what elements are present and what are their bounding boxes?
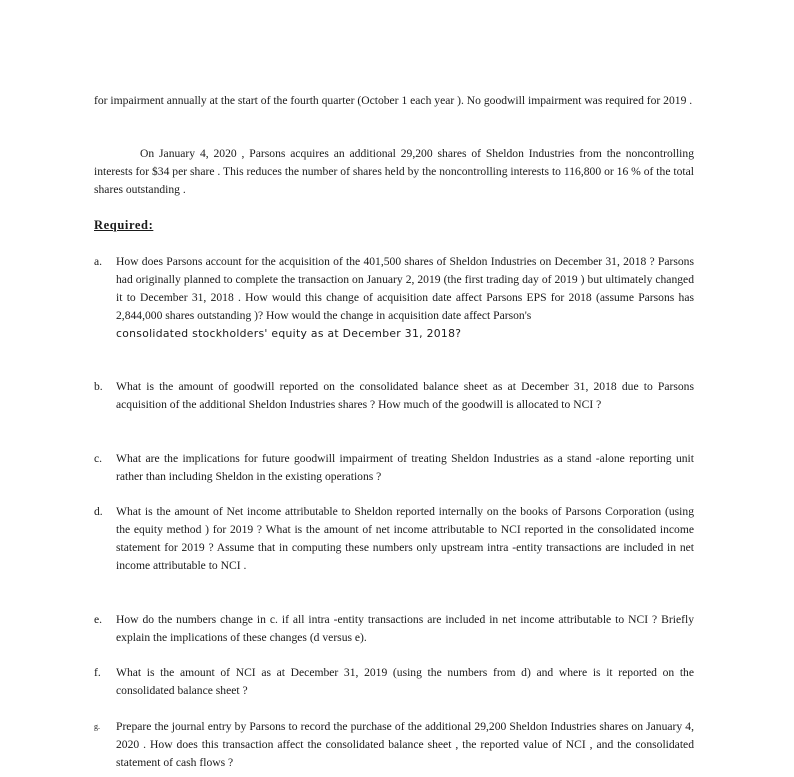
required-heading: Required: (94, 218, 154, 232)
question-letter: c. (94, 452, 103, 465)
question-e (94, 611, 694, 647)
question-letter: a. (94, 255, 103, 268)
question-text: What is the amount of goodwill reported on the consolidated balance sheet as at December 31, 2018 due to Parsons acquisition of the additional Sheldon Industries shares ? How much of the goodwill is allocated to NCI ? (116, 380, 694, 411)
question-c (94, 450, 694, 486)
question-d (94, 503, 694, 575)
question-letter: e. (94, 613, 103, 626)
question-b (94, 378, 694, 414)
question-text: What is the amount of Net income attributable to Sheldon reported internally on the books of Parsons Corporation (using the equity method ) for 2019 ? What is the amount of net income attributable to NCI reported in the consolidated income statement for 2019 ? Assume that in computing these numbers only upstream intra -entity transactions are included in net income attributable to NCI . (116, 505, 694, 572)
question-a (94, 253, 694, 343)
intro-paragraph-2: On January 4, 2020 , Parsons acquires an additional 29,200 shares of Sheldon Industries from the noncontrolling interests for $34 per share . This reduces the number of shares held by the noncontrolling interests to 116,800 or 16 % of the total shares outstanding . (94, 147, 694, 196)
question-text-main: How does Parsons account for the acquisition of the 401,500 shares of Sheldon Industries on December 31, 2018 ? Parsons had originally planned to complete the transaction on January 2, 2019 (the first trading day of 2019 ) but ultimately changed it to December 31, 2018 . How would this change of acquisition date affect Parsons EPS for 2018 (assume Parsons has 2,844,000 shares outstanding )? How would the change in acquisition date affect Parson's (116, 255, 694, 322)
question-letter: g. (94, 722, 100, 731)
question-text (116, 253, 694, 343)
question-text: What are the implications for future goodwill impairment of treating Sheldon Industries as a stand -alone reporting unit rather than including Sheldon in the existing operations ? (116, 452, 694, 483)
question-f (94, 664, 694, 700)
question-letter: d. (94, 505, 103, 518)
question-letter: f. (94, 666, 101, 679)
question-letter: b. (94, 380, 103, 393)
question-text: What is the amount of NCI as at December 31, 2019 (using the numbers from d) and where is it reported on the consolidated balance sheet ? (116, 666, 694, 697)
question-text-tail: consolidated stockholders' equity as at December 31, 2018? (116, 327, 462, 340)
question-g (94, 718, 694, 772)
question-text: Prepare the journal entry by Parsons to record the purchase of the additional 29,200 Sheldon Industries shares on January 4, 2020 . How does this transaction affect the consolidated balance sheet , the reported value of NCI , and the consolidated statement of cash flows ? (116, 720, 694, 769)
intro-paragraph-1: for impairment annually at the start of the fourth quarter (October 1 each year ). No goodwill impairment was required for 2019 . (94, 94, 693, 107)
question-text: How do the numbers change in c. if all intra -entity transactions are included in net income attributable to NCI ? Briefly explain the implications of these changes (d versus e). (116, 613, 694, 644)
